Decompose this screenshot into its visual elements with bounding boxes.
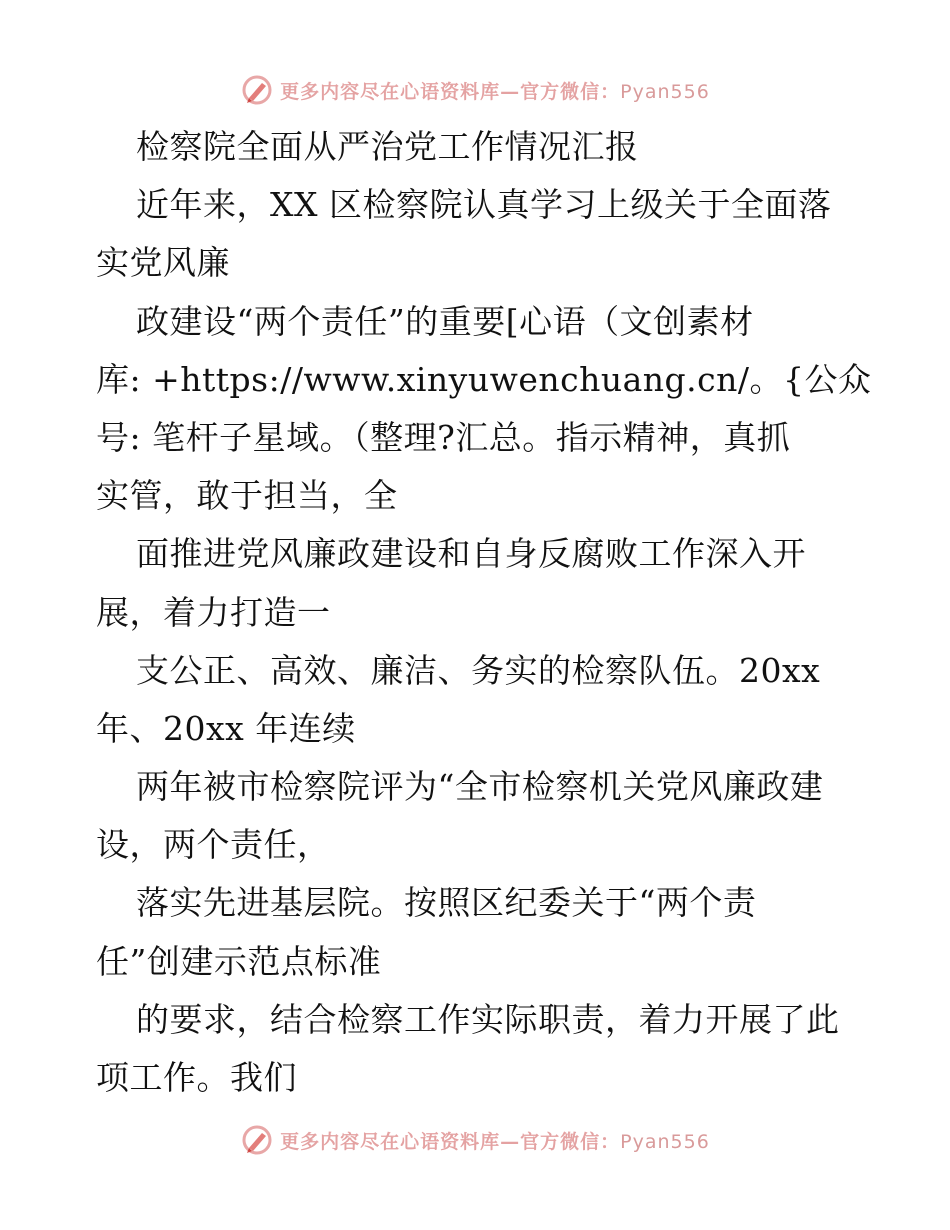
pen-logo-icon	[240, 73, 274, 107]
document-line: 项工作。我们	[96, 1058, 297, 1097]
document-line: 实党风廉	[96, 243, 230, 283]
document-line: 两年被市检察院评为“全市检察机关党风廉政建	[136, 767, 824, 807]
document-line: 任”创建示范点标准	[96, 941, 382, 981]
pen-logo-icon	[240, 1123, 274, 1157]
document-line: 支公正、高效、廉洁、务实的检察队伍。20xx	[136, 650, 821, 690]
banner-text	[280, 77, 710, 104]
document-body	[96, 118, 872, 1107]
document-line: 设，两个责任，	[96, 825, 331, 865]
header-banner	[0, 70, 950, 110]
document-line: 号: 笔杆子星域。（整理?汇总。指示精神，真抓	[96, 417, 791, 457]
document-line: 面推进党风廉政建设和自身反腐败工作深入开	[136, 534, 806, 574]
document-line: 近年来，XX 区检察院认真学习上级关于全面落	[136, 185, 832, 225]
document-line: 库: +https://www.xinyuwenchuang.cn/。{公众	[96, 359, 872, 399]
document-line: 检察院全面从严治党工作情况汇报	[136, 127, 639, 166]
document-line: 落实先进基层院。按照区纪委关于“两个责	[136, 883, 757, 923]
banner-text	[280, 1127, 710, 1154]
footer-banner	[0, 1120, 950, 1160]
document-line: 展，着力打造一	[96, 592, 331, 632]
banner-wechat: Pyan556	[620, 80, 710, 103]
banner-label: 更多内容尽在心语资料库—官方微信：	[280, 80, 621, 103]
banner-wechat: Pyan556	[620, 1130, 710, 1153]
banner-label: 更多内容尽在心语资料库—官方微信：	[280, 1130, 621, 1153]
document-line: 政建设“两个责任”的重要[心语（文创素材	[136, 301, 754, 341]
document-line: 年、20xx 年连续	[96, 708, 356, 748]
document-line: 实管，敢于担当，全	[96, 476, 398, 516]
document-line: 的要求，结合检察工作实际职责，着力开展了此	[136, 999, 840, 1039]
